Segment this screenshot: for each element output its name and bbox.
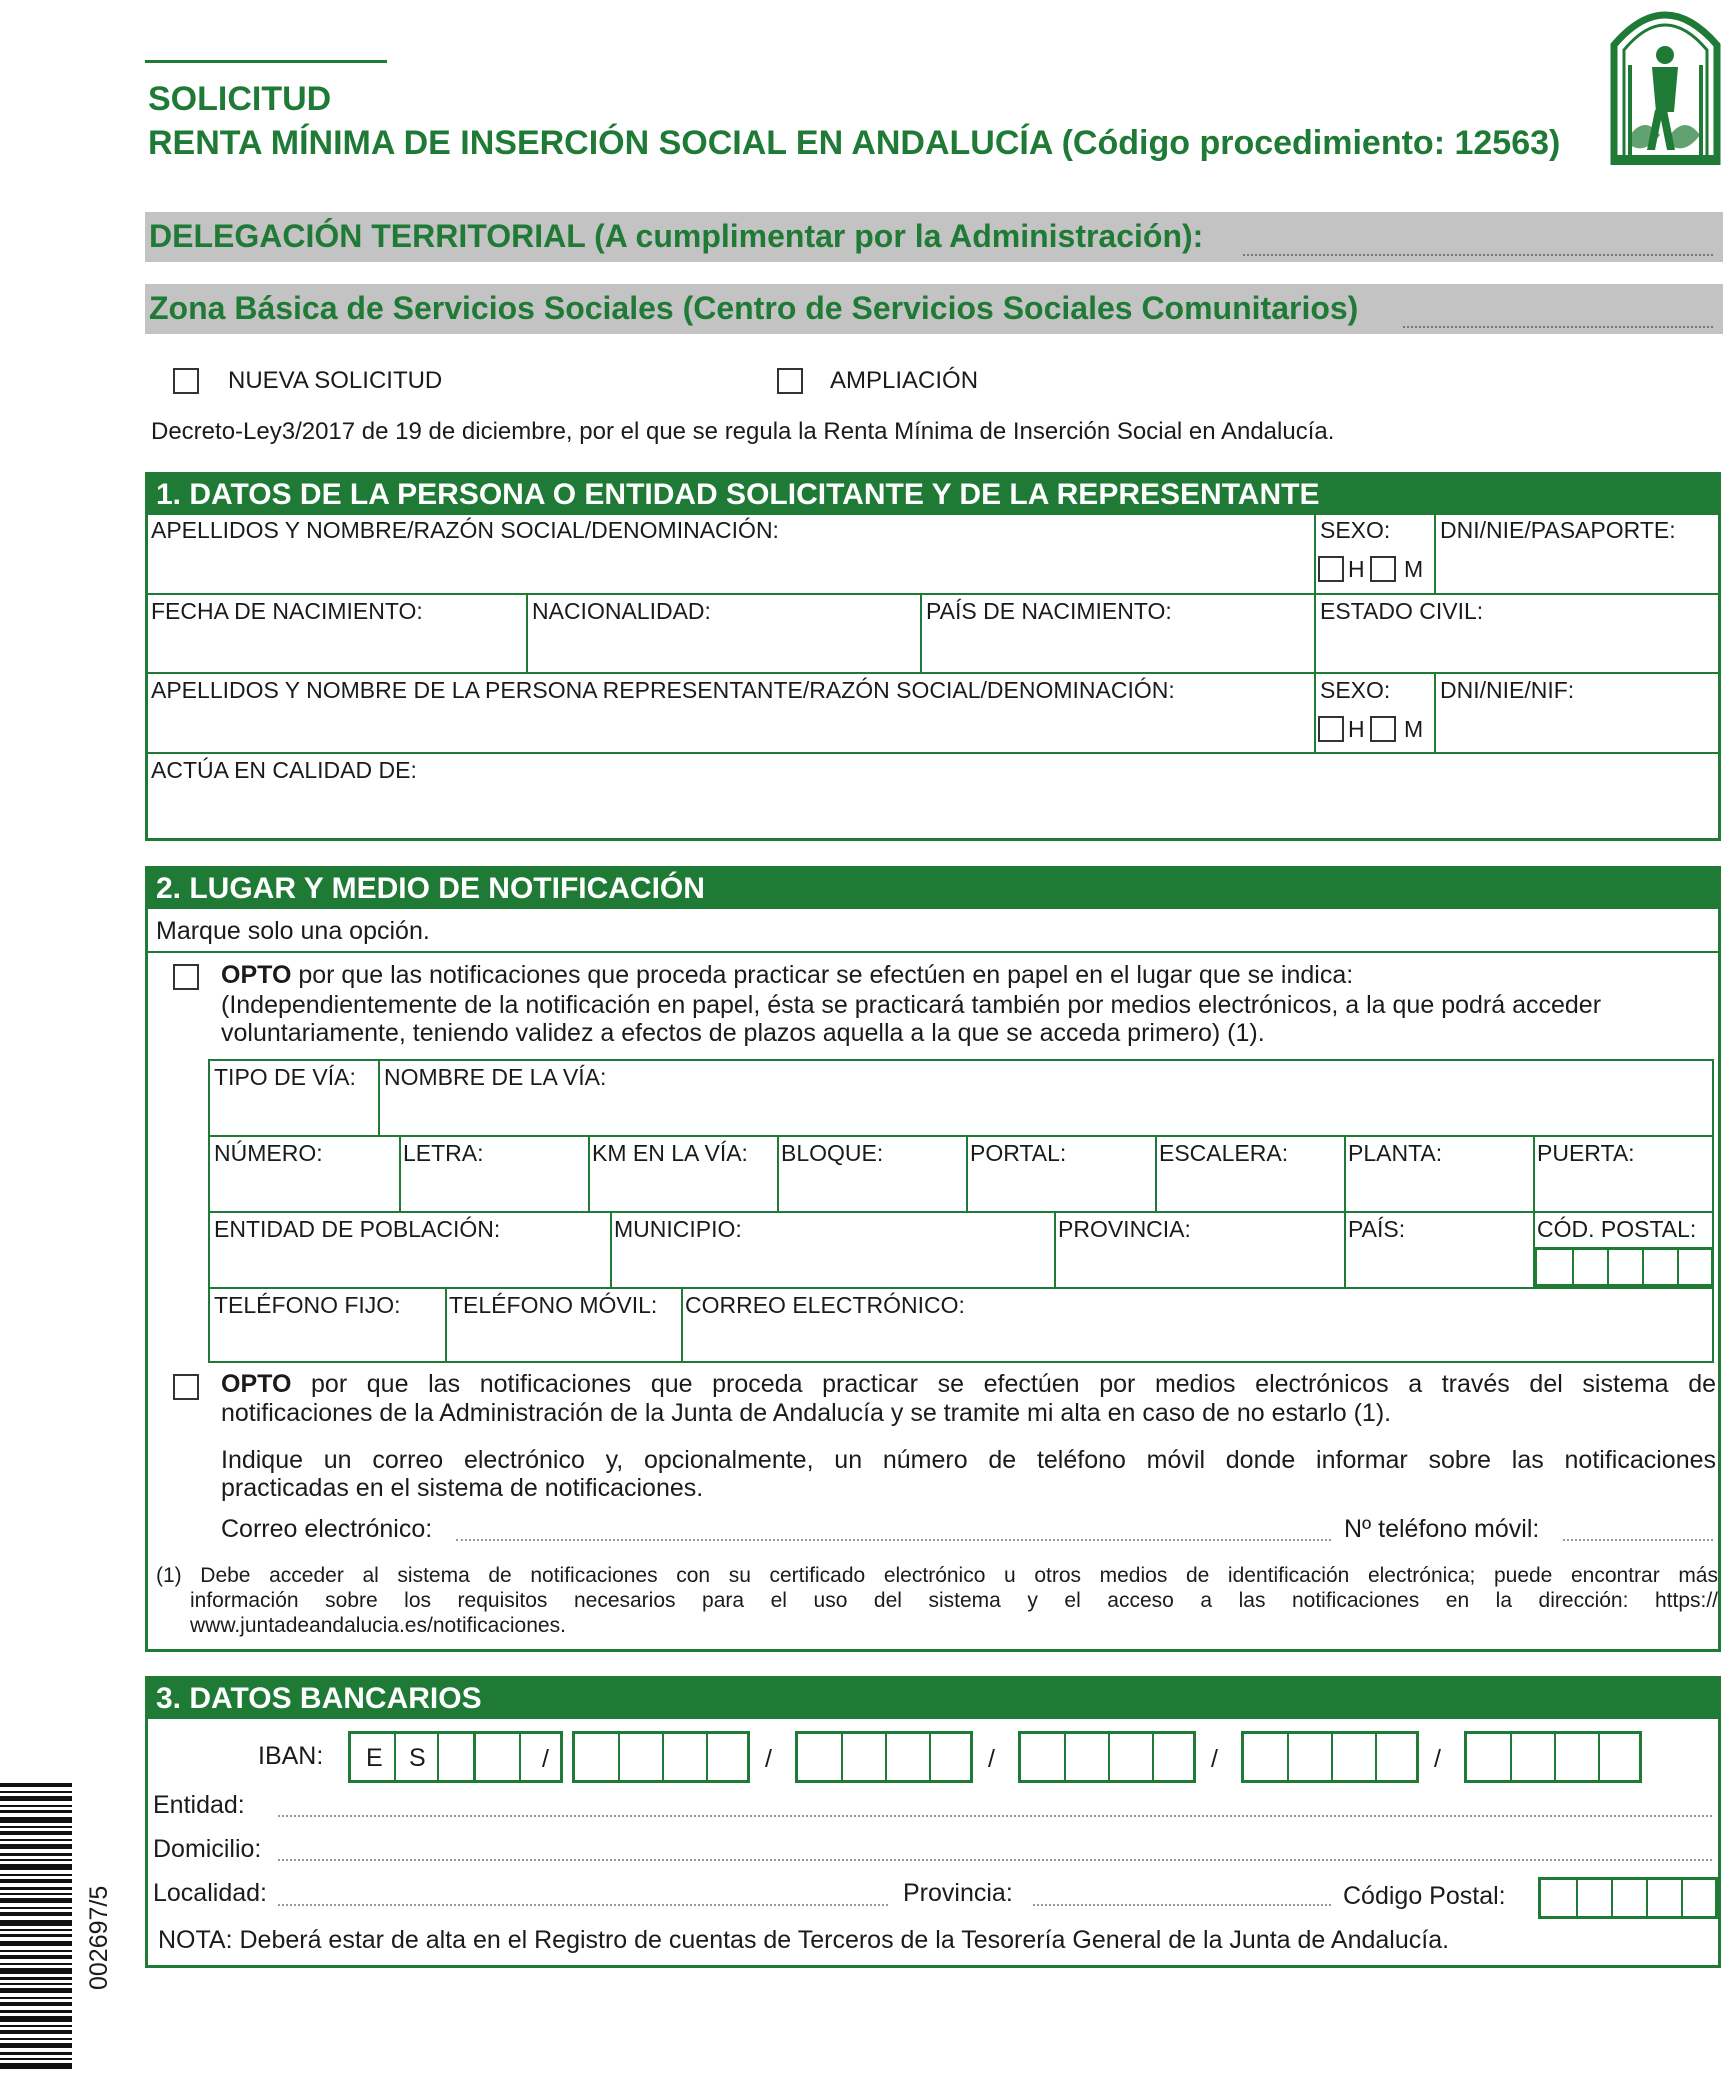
- pais-field[interactable]: [1344, 1213, 1533, 1287]
- section-2-title: 2. LUGAR Y MEDIO DE NOTIFICACIÓN: [148, 869, 1718, 909]
- iban-slash: /: [1434, 1745, 1441, 1773]
- delegacion-field[interactable]: [1243, 254, 1713, 256]
- digit-divider: [1572, 1250, 1574, 1284]
- iban-slash: /: [988, 1745, 995, 1773]
- provincia-label: PROVINCIA:: [1058, 1216, 1191, 1242]
- opto-papel-text: por que las notificaciones que proceda practicar se efectúen en papel en el lugar que se indica:: [291, 961, 1354, 989]
- sexo-rep-m-checkbox[interactable]: [1370, 716, 1396, 742]
- section-2: [145, 866, 1721, 1652]
- telefono-movil-field-2[interactable]: [1563, 1539, 1713, 1541]
- telefono-movil-field[interactable]: [445, 1289, 681, 1361]
- provincia-label-3: Provincia:: [903, 1879, 1013, 1907]
- nacionalidad-label: NACIONALIDAD:: [532, 598, 711, 624]
- digit-divider: [929, 1734, 931, 1780]
- zona-band: [145, 284, 1723, 334]
- nota-line1: (1) Debe acceder al sistema de notificaciones con su certificado electrónico u otros medios de identificación electrónica; puede encontrar más: [156, 1564, 1718, 1587]
- iban-s: S: [409, 1744, 426, 1772]
- apellidos-label: APELLIDOS Y NOMBRE/RAZÓN SOCIAL/DENOMINACIÓN:: [151, 517, 779, 543]
- iban-slash: /: [542, 1745, 549, 1773]
- iban-label: IBAN:: [258, 1742, 324, 1770]
- correo-electronico-field[interactable]: [456, 1539, 1331, 1541]
- estado-civil-field[interactable]: [1314, 593, 1721, 674]
- iban-block-2[interactable]: [795, 1731, 973, 1783]
- letra-label: LETRA:: [403, 1140, 484, 1166]
- opto-papel-line1: [221, 961, 1353, 990]
- divider: [148, 951, 1718, 953]
- digit-divider: [662, 1734, 664, 1780]
- digit-divider: [1152, 1734, 1154, 1780]
- planta-label: PLANTA:: [1348, 1140, 1443, 1166]
- apellidos-representante-label: APELLIDOS Y NOMBRE DE LA PERSONA REPRESENTANTE/RAZÓN SOCIAL/DENOMINACIÓN:: [151, 677, 1175, 703]
- digit-divider: [1064, 1734, 1066, 1780]
- digit-divider: [1607, 1250, 1609, 1284]
- nombre-via-field[interactable]: [380, 1061, 1710, 1135]
- km-via-label: KM EN LA VÍA:: [592, 1140, 748, 1166]
- correo-label: CORREO ELECTRÓNICO:: [685, 1292, 965, 1318]
- opto-electronico-line1: [221, 1370, 1716, 1399]
- digit-divider: [1554, 1734, 1556, 1780]
- codigo-postal-label: Código Postal:: [1343, 1882, 1506, 1910]
- domicilio-label: Domicilio:: [153, 1835, 262, 1863]
- bloque-field[interactable]: [777, 1137, 966, 1211]
- digit-divider: [1108, 1734, 1110, 1780]
- codigo-postal-boxes[interactable]: [1538, 1877, 1718, 1919]
- opto-electronico-checkbox[interactable]: [173, 1374, 199, 1400]
- delegacion-band: [145, 212, 1723, 262]
- sexo-representante-field: [1314, 672, 1436, 754]
- section-3: [145, 1676, 1721, 1968]
- estado-civil-label: ESTADO CIVIL:: [1320, 598, 1484, 624]
- numero-label: NÚMERO:: [214, 1140, 323, 1166]
- localidad-label: Localidad:: [153, 1879, 267, 1907]
- dni-label: DNI/NIE/PASAPORTE:: [1440, 517, 1676, 543]
- iban-block-4[interactable]: [1241, 1731, 1419, 1783]
- digit-divider: [1642, 1250, 1644, 1284]
- digit-divider: [618, 1734, 620, 1780]
- sexo-field: [1314, 512, 1436, 595]
- digit-divider: [1375, 1734, 1377, 1780]
- letra-field[interactable]: [399, 1137, 588, 1211]
- cod-postal-boxes[interactable]: [1534, 1247, 1714, 1287]
- entidad-poblacion-field[interactable]: [210, 1213, 610, 1287]
- form-subtitle: RENTA MÍNIMA DE INSERCIÓN SOCIAL EN ANDALUCÍA (Código procedimiento: 12563): [148, 124, 1561, 162]
- pais-label: PAÍS:: [1348, 1216, 1406, 1242]
- digit-divider: [394, 1734, 396, 1780]
- sexo-m-checkbox[interactable]: [1370, 556, 1396, 582]
- header-rule: [145, 60, 387, 63]
- fecha-nacimiento-field[interactable]: [145, 593, 528, 674]
- portal-label: PORTAL:: [970, 1140, 1067, 1166]
- section-3-title: 3. DATOS BANCARIOS: [148, 1679, 1718, 1719]
- iban-block-3[interactable]: [1018, 1731, 1196, 1783]
- apellidos-representante-field[interactable]: [145, 672, 1316, 754]
- domicilio-field[interactable]: [278, 1859, 1712, 1861]
- dni-field[interactable]: [1434, 512, 1721, 595]
- nota-line3: www.juntadeandalucia.es/notificaciones.: [190, 1614, 566, 1637]
- planta-field[interactable]: [1344, 1137, 1533, 1211]
- opto-label: OPTO: [221, 1370, 292, 1398]
- pais-nacimiento-label: PAÍS DE NACIMIENTO:: [926, 598, 1172, 624]
- digit-divider: [1510, 1734, 1512, 1780]
- actua-calidad-field[interactable]: [145, 752, 1721, 841]
- digit-divider: [706, 1734, 708, 1780]
- correo-field[interactable]: [681, 1289, 1711, 1361]
- pais-nacimiento-field[interactable]: [920, 593, 1316, 674]
- iban-check-boxes[interactable]: [473, 1731, 563, 1783]
- puerta-label: PUERTA:: [1537, 1140, 1635, 1166]
- actua-calidad-label: ACTÚA EN CALIDAD DE:: [151, 757, 417, 783]
- form-title: SOLICITUD: [148, 80, 332, 118]
- document-code: 002697/5: [85, 1885, 113, 1990]
- nombre-via-label: NOMBRE DE LA VÍA:: [384, 1064, 607, 1090]
- entidad-poblacion-label: ENTIDAD DE POBLACIÓN:: [214, 1216, 501, 1242]
- localidad-field[interactable]: [278, 1904, 888, 1906]
- digit-divider: [885, 1734, 887, 1780]
- digit-divider: [1646, 1880, 1648, 1916]
- decreto-text: Decreto-Ley3/2017 de 19 de diciembre, por el que se regula la Renta Mínima de Inserción Social en Andalucía.: [151, 418, 1335, 445]
- iban-slash: /: [1211, 1745, 1218, 1773]
- telefono-movil-label: TELÉFONO MÓVIL:: [449, 1292, 658, 1318]
- digit-divider: [437, 1734, 439, 1780]
- nueva-solicitud-label: NUEVA SOLICITUD: [228, 367, 443, 394]
- iban-block-5[interactable]: [1464, 1731, 1642, 1783]
- digit-divider: [1677, 1250, 1679, 1284]
- sexo-rep-m-label: M: [1404, 716, 1424, 742]
- municipio-label: MUNICIPIO:: [614, 1216, 742, 1242]
- puerta-field[interactable]: [1533, 1137, 1713, 1211]
- sexo-m-label: M: [1404, 556, 1424, 582]
- section-1-title: 1. DATOS DE LA PERSONA O ENTIDAD SOLICITANTE Y DE LA REPRESENTANTE: [148, 475, 1718, 515]
- correo-electronico-label: Correo electrónico:: [221, 1515, 433, 1543]
- digit-divider: [841, 1734, 843, 1780]
- ampliacion-label: AMPLIACIÓN: [830, 367, 979, 394]
- municipio-field[interactable]: [610, 1213, 1054, 1287]
- fecha-nacimiento-label: FECHA DE NACIMIENTO:: [151, 598, 423, 624]
- address-grid: [208, 1059, 1714, 1363]
- bloque-label: BLOQUE:: [781, 1140, 884, 1166]
- sexo-rep-h-checkbox[interactable]: [1318, 716, 1344, 742]
- zona-field[interactable]: [1403, 326, 1713, 328]
- nota-line2: información sobre los requisitos necesarios para el uso del sistema y el acceso a las notificaciones en la dirección: https://: [190, 1589, 1718, 1612]
- digit-divider: [1611, 1880, 1613, 1916]
- ampliacion-checkbox[interactable]: [777, 368, 803, 394]
- marque-text: Marque solo una opción.: [156, 917, 430, 945]
- nueva-solicitud-checkbox[interactable]: [173, 368, 199, 394]
- indique-line1: Indique un correo electrónico y, opcionalmente, un número de teléfono móvil donde informar sobre las notificaciones: [221, 1446, 1716, 1474]
- opto-electronico-line2: notificaciones de la Administración de la Junta de Andalucía y se tramite mi alta en caso de no estarlo (1).: [221, 1399, 1392, 1427]
- nota-bancaria: NOTA: Deberá estar de alta en el Registro de cuentas de Terceros de la Tesorería General de la Junta de Andalucía.: [158, 1926, 1450, 1954]
- iban-e: E: [366, 1744, 383, 1772]
- digit-divider: [1331, 1734, 1333, 1780]
- opto-papel-line2: (Independientemente de la notificación en papel, ésta se practicará también por medios electrónicos, a la que podrá acceder: [221, 991, 1602, 1019]
- nacionalidad-field[interactable]: [526, 593, 922, 674]
- digit-divider: [1681, 1880, 1683, 1916]
- tipo-via-field[interactable]: [210, 1061, 378, 1135]
- telefono-fijo-label: TELÉFONO FIJO:: [214, 1292, 401, 1318]
- iban-slash: /: [765, 1745, 772, 1773]
- digit-divider: [519, 1734, 521, 1780]
- tipo-via-label: TIPO DE VÍA:: [214, 1064, 356, 1090]
- iban-block-1[interactable]: [572, 1731, 750, 1783]
- section-1: [145, 472, 1721, 841]
- junta-andalucia-logo: [1608, 5, 1723, 168]
- telefono-movil-label-2: Nº teléfono móvil:: [1344, 1515, 1540, 1543]
- opto-electronico-text: por que las notificaciones que proceda practicar se efectúen por medios electrónicos a través del sistema de: [291, 1370, 1716, 1398]
- apellidos-field[interactable]: [145, 512, 1316, 595]
- escalera-label: ESCALERA:: [1159, 1140, 1289, 1166]
- sexo-h-checkbox[interactable]: [1318, 556, 1344, 582]
- zona-label: Zona Básica de Servicios Sociales (Centro de Servicios Sociales Comunitarios): [149, 290, 1359, 326]
- opto-papel-line3: voluntariamente, teniendo validez a efectos de plazos aquella a la que se acceda primero) (1).: [221, 1019, 1265, 1047]
- portal-field[interactable]: [966, 1137, 1155, 1211]
- barcode-icon: [0, 1783, 72, 2074]
- cod-postal-label: CÓD. POSTAL:: [1537, 1216, 1697, 1242]
- digit-divider: [1576, 1880, 1578, 1916]
- entidad-field[interactable]: [278, 1815, 1712, 1817]
- dni-representante-field[interactable]: [1434, 672, 1721, 754]
- km-via-field[interactable]: [588, 1137, 777, 1211]
- provincia-field-3[interactable]: [1033, 1904, 1331, 1906]
- iban-country-boxes[interactable]: [348, 1731, 478, 1783]
- sexo-rep-h-label: H: [1348, 716, 1365, 742]
- numero-field[interactable]: [210, 1137, 399, 1211]
- entidad-label: Entidad:: [153, 1791, 245, 1819]
- sexo-representante-label: SEXO:: [1320, 677, 1391, 703]
- escalera-field[interactable]: [1155, 1137, 1344, 1211]
- sexo-h-label: H: [1348, 556, 1365, 582]
- delegacion-label: DELEGACIÓN TERRITORIAL (A cumplimentar por la Administración):: [149, 218, 1204, 254]
- indique-line2: practicadas en el sistema de notificaciones.: [221, 1474, 704, 1502]
- digit-divider: [1598, 1734, 1600, 1780]
- provincia-field[interactable]: [1054, 1213, 1344, 1287]
- sexo-label: SEXO:: [1320, 517, 1391, 543]
- opto-label: OPTO: [221, 961, 292, 989]
- dni-representante-label: DNI/NIE/NIF:: [1440, 677, 1575, 703]
- opto-papel-checkbox[interactable]: [173, 964, 199, 990]
- telefono-fijo-field[interactable]: [210, 1289, 445, 1361]
- digit-divider: [1287, 1734, 1289, 1780]
